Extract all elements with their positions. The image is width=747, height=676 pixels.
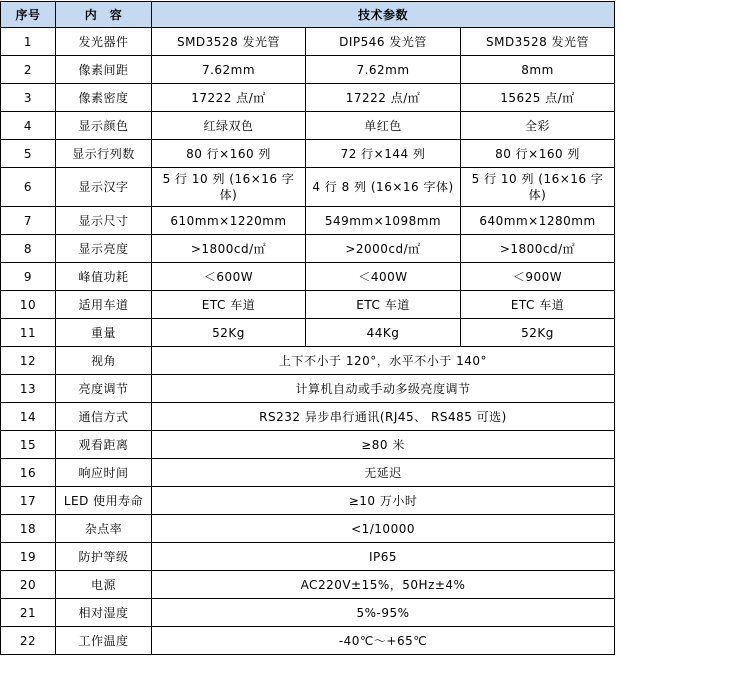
header-params: 技术参数 <box>152 2 615 28</box>
table-row <box>1 140 615 168</box>
row-param-col-3: 640mm×1280mm <box>461 207 615 235</box>
row-item-name: 适用车道 <box>56 291 152 319</box>
row-item-name: 显示亮度 <box>56 235 152 263</box>
table-row <box>1 431 615 459</box>
table-row <box>1 28 615 56</box>
row-param-col-1: 17222 点/㎡ <box>152 84 306 112</box>
row-param-col-3: ETC 车道 <box>461 291 615 319</box>
row-param-col-3: 15625 点/㎡ <box>461 84 615 112</box>
table-row <box>1 168 615 207</box>
row-number: 20 <box>1 571 56 599</box>
header-no: 序号 <box>1 2 56 28</box>
row-param-col-1: 红绿双色 <box>152 112 306 140</box>
table-row <box>1 56 615 84</box>
row-number: 17 <box>1 487 56 515</box>
table-row <box>1 291 615 319</box>
row-item-name: 显示尺寸 <box>56 207 152 235</box>
row-item-name: 视角 <box>56 347 152 375</box>
row-number: 19 <box>1 543 56 571</box>
table-row <box>1 571 615 599</box>
table-row <box>1 207 615 235</box>
row-param-col-1: SMD3528 发光管 <box>152 28 306 56</box>
row-param-col-2: >2000cd/㎡ <box>306 235 461 263</box>
row-item-name: 显示行列数 <box>56 140 152 168</box>
row-param-col-2: 44Kg <box>306 319 461 347</box>
row-param-merged: 上下不小于 120°，水平不小于 140° <box>152 347 615 375</box>
row-item-name: 工作温度 <box>56 627 152 655</box>
row-param-merged: 计算机自动或手动多级亮度调节 <box>152 375 615 403</box>
row-number: 8 <box>1 235 56 263</box>
row-param-col-2: ＜400W <box>306 263 461 291</box>
row-param-col-2: DIP546 发光管 <box>306 28 461 56</box>
row-number: 15 <box>1 431 56 459</box>
row-param-merged: RS232 异步串行通讯(RJ45、 RS485 可选) <box>152 403 615 431</box>
row-number: 3 <box>1 84 56 112</box>
row-number: 12 <box>1 347 56 375</box>
row-number: 6 <box>1 168 56 207</box>
table-row <box>1 459 615 487</box>
row-param-col-2: 17222 点/㎡ <box>306 84 461 112</box>
row-number: 10 <box>1 291 56 319</box>
row-param-col-3: SMD3528 发光管 <box>461 28 615 56</box>
row-item-name: 通信方式 <box>56 403 152 431</box>
row-item-name: 防护等级 <box>56 543 152 571</box>
row-param-col-2: 549mm×1098mm <box>306 207 461 235</box>
row-number: 4 <box>1 112 56 140</box>
table-row <box>1 487 615 515</box>
table-row <box>1 84 615 112</box>
row-number: 11 <box>1 319 56 347</box>
tech-params-table <box>0 1 615 655</box>
row-item-name: 显示汉字 <box>56 168 152 207</box>
row-param-col-1: 80 行×160 列 <box>152 140 306 168</box>
row-number: 9 <box>1 263 56 291</box>
row-param-col-2: 4 行 8 列 (16×16 字体) <box>306 168 461 207</box>
row-item-name: 观看距离 <box>56 431 152 459</box>
row-param-merged: 5%-95% <box>152 599 615 627</box>
row-param-merged: ≥80 米 <box>152 431 615 459</box>
row-param-merged: -40℃～+65℃ <box>152 627 615 655</box>
row-item-name: 像素密度 <box>56 84 152 112</box>
table-row <box>1 599 615 627</box>
row-param-col-3: 8mm <box>461 56 615 84</box>
row-param-col-1: 610mm×1220mm <box>152 207 306 235</box>
row-number: 1 <box>1 28 56 56</box>
table-body <box>1 28 615 655</box>
row-param-merged: 无延迟 <box>152 459 615 487</box>
table-row <box>1 235 615 263</box>
row-number: 16 <box>1 459 56 487</box>
row-param-col-2: 单红色 <box>306 112 461 140</box>
row-param-col-1: ＜600W <box>152 263 306 291</box>
row-number: 7 <box>1 207 56 235</box>
row-item-name: 像素间距 <box>56 56 152 84</box>
row-number: 22 <box>1 627 56 655</box>
row-item-name: 发光器件 <box>56 28 152 56</box>
row-param-col-2: ETC 车道 <box>306 291 461 319</box>
table-row <box>1 347 615 375</box>
row-item-name: 重量 <box>56 319 152 347</box>
row-item-name: 杂点率 <box>56 515 152 543</box>
table-row <box>1 543 615 571</box>
row-param-merged: IP65 <box>152 543 615 571</box>
row-param-col-3: 5 行 10 列 (16×16 字体) <box>461 168 615 207</box>
row-number: 13 <box>1 375 56 403</box>
row-number: 21 <box>1 599 56 627</box>
table-row <box>1 263 615 291</box>
row-param-col-3: ＜900W <box>461 263 615 291</box>
row-param-col-1: ETC 车道 <box>152 291 306 319</box>
header-row <box>1 2 615 28</box>
row-param-col-1: >1800cd/㎡ <box>152 235 306 263</box>
row-number: 18 <box>1 515 56 543</box>
table-row <box>1 403 615 431</box>
row-param-col-3: 52Kg <box>461 319 615 347</box>
row-item-name: LED 使用寿命 <box>56 487 152 515</box>
row-item-name: 相对湿度 <box>56 599 152 627</box>
table-row <box>1 375 615 403</box>
row-param-col-3: 80 行×160 列 <box>461 140 615 168</box>
row-item-name: 峰值功耗 <box>56 263 152 291</box>
row-number: 2 <box>1 56 56 84</box>
row-item-name: 电源 <box>56 571 152 599</box>
row-param-merged: AC220V±15%，50Hz±4% <box>152 571 615 599</box>
row-param-col-1: 7.62mm <box>152 56 306 84</box>
table-row <box>1 319 615 347</box>
row-param-col-2: 72 行×144 列 <box>306 140 461 168</box>
row-number: 5 <box>1 140 56 168</box>
row-param-col-3: 全彩 <box>461 112 615 140</box>
table-row <box>1 627 615 655</box>
row-param-col-1: 52Kg <box>152 319 306 347</box>
row-param-col-3: >1800cd/㎡ <box>461 235 615 263</box>
table-row <box>1 515 615 543</box>
row-item-name: 响应时间 <box>56 459 152 487</box>
header-item: 内 容 <box>56 2 152 28</box>
row-item-name: 显示颜色 <box>56 112 152 140</box>
row-number: 14 <box>1 403 56 431</box>
table-row <box>1 112 615 140</box>
row-param-col-2: 7.62mm <box>306 56 461 84</box>
row-param-merged: ≥10 万小时 <box>152 487 615 515</box>
row-param-col-1: 5 行 10 列 (16×16 字体) <box>152 168 306 207</box>
row-item-name: 亮度调节 <box>56 375 152 403</box>
row-param-merged: <1/10000 <box>152 515 615 543</box>
